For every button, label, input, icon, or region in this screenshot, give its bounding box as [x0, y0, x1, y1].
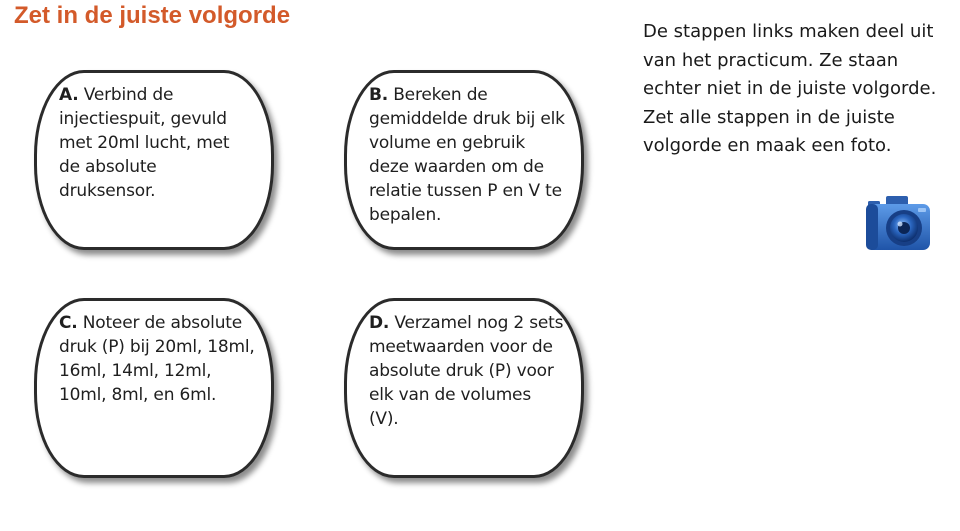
- step-card-c[interactable]: [34, 298, 274, 478]
- step-description: Noteer de absolute druk (P) bij 20ml, 18ml, 16ml, 14ml, 12ml, 10ml, 8ml, en 6ml.: [59, 313, 255, 405]
- step-description: Bereken de gemiddelde druk bij elk volume en gebruik deze waarden om de relatie tussen P en V te bepalen.: [369, 85, 565, 225]
- camera-icon[interactable]: [864, 192, 934, 254]
- step-card-text: [369, 311, 565, 431]
- step-letter: C.: [59, 313, 78, 333]
- step-card-text: [369, 83, 565, 227]
- step-card-text: [59, 311, 255, 407]
- step-description: Verzamel nog 2 sets meetwaarden voor de absolute druk (P) voor elk van de volumes (V).: [369, 313, 564, 429]
- step-letter: B.: [369, 85, 389, 105]
- step-description: Verbind de injectiespuit, gevuld met 20ml lucht, met de absolute druksensor.: [59, 85, 230, 201]
- step-letter: D.: [369, 313, 390, 333]
- step-letter: A.: [59, 85, 79, 105]
- step-card-text: [59, 83, 255, 203]
- step-card-d[interactable]: [344, 298, 584, 478]
- instructions-text: De stappen links maken deel uit van het practicum. Ze staan echter niet in de juiste volgorde. Zet alle stappen in de juiste volgorde en maak een foto.: [643, 21, 937, 156]
- step-card-b[interactable]: [344, 70, 584, 250]
- step-card-a[interactable]: [34, 70, 274, 250]
- page-title: Zet in de juiste volgorde: [14, 2, 291, 29]
